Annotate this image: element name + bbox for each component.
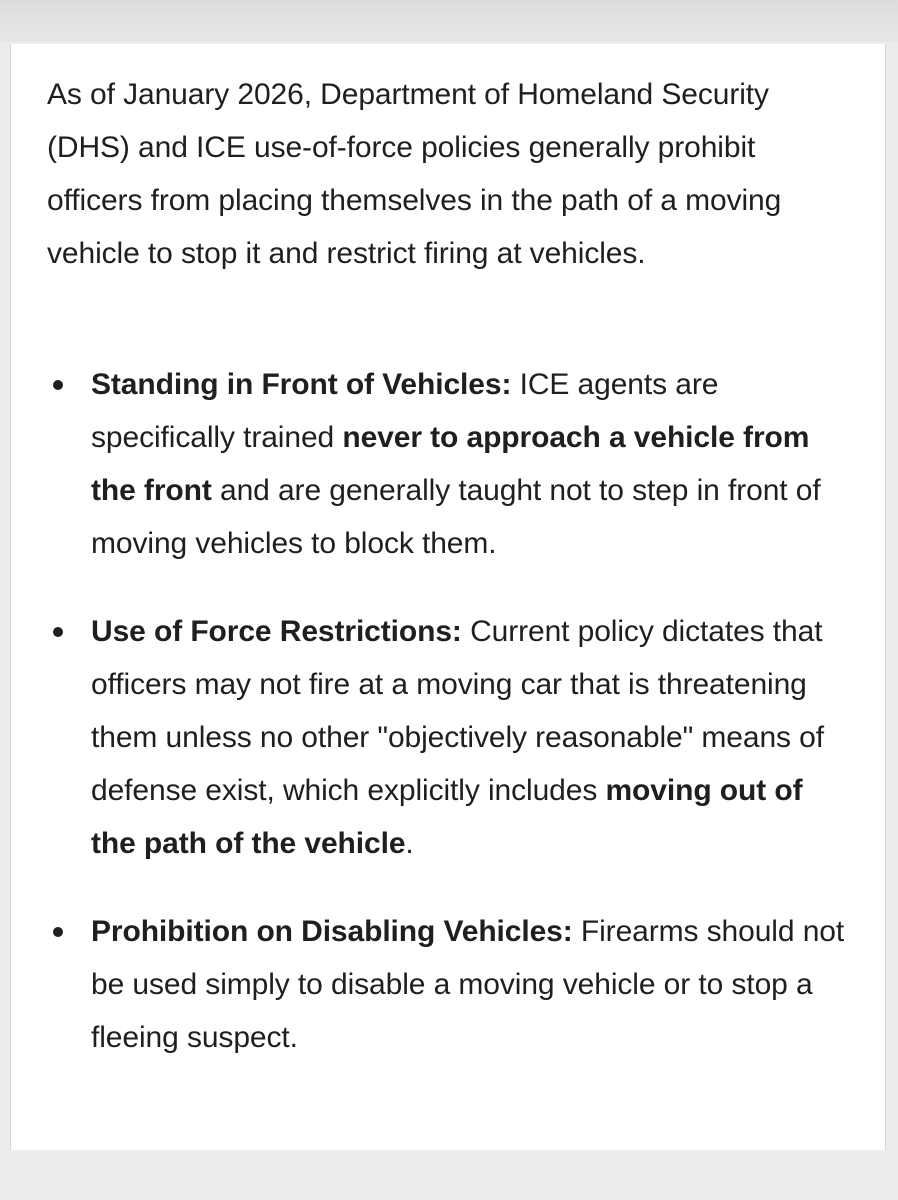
bullet-use-of-force <box>47 605 847 870</box>
policy-bullet-list <box>47 358 847 1064</box>
intro-paragraph: As of January 2026, Department of Homeland Security (DHS) and ICE use-of-force policies generally prohibit officers from placing themselves in the path of a moving vehicle to stop it and restrict firing at vehicles. <box>47 78 782 270</box>
bullet-text: ICE agents are specifically trained <box>91 368 719 454</box>
bullet-text: Current policy dictates that officers may not fire at a moving car that is threatening them unless no other "objectively reasonable" means of defense exist, which explicitly includes <box>91 615 824 807</box>
bullet-standing-in-front <box>47 358 847 570</box>
bullet-dot-icon <box>53 627 63 637</box>
answer-card <box>10 44 886 1150</box>
bottom-margin <box>0 1150 898 1200</box>
bullet-heading: Standing in Front of Vehicles: <box>91 368 512 401</box>
bullet-dot-icon <box>53 380 63 390</box>
bullet-emphasis: moving out of the path of the vehicle <box>91 774 803 860</box>
bullet-text: and are generally taught not to step in front of moving vehicles to block them. <box>91 474 821 560</box>
bullet-disabling-vehicles <box>47 905 847 1064</box>
bullet-text: Firearms should not be used simply to disable a moving vehicle or to stop a fleeing suspect. <box>91 915 845 1054</box>
bullet-heading: Prohibition on Disabling Vehicles: <box>91 915 573 948</box>
top-margin <box>0 0 898 42</box>
bullet-emphasis: never to approach a vehicle from the front <box>91 421 810 507</box>
bullet-text: . <box>405 827 414 860</box>
bullet-dot-icon <box>53 927 63 937</box>
bullet-heading: Use of Force Restrictions: <box>91 615 462 648</box>
